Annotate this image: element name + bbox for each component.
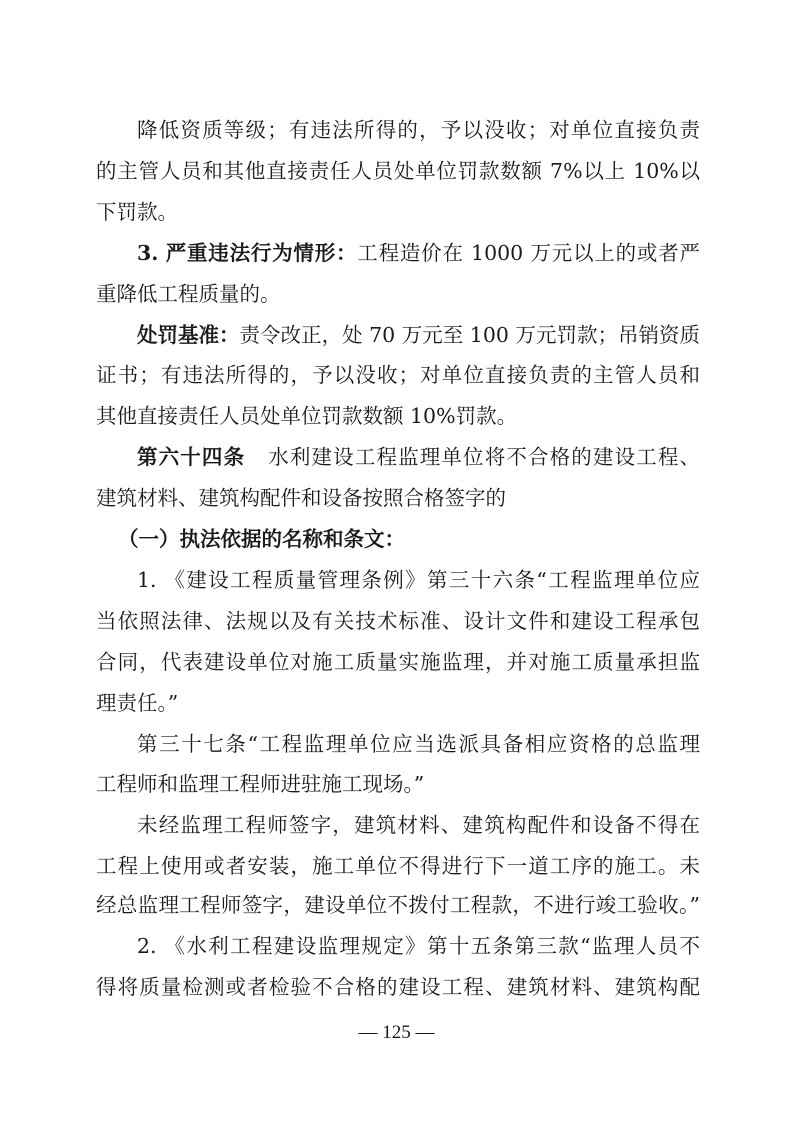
- paragraph-line: 重降低工程质量的。: [96, 281, 281, 306]
- paragraph-line: 得将质量检测或者检验不合格的建设工程、建筑材料、建筑构配: [96, 975, 700, 999]
- section-heading: （一）执法依据的名称和条文：: [118, 527, 405, 551]
- article-title: 第六十四条: [137, 445, 246, 470]
- page-number: — 125 —: [358, 1022, 435, 1043]
- item-heading: 严重违法行为情形：: [165, 240, 358, 265]
- article-text: 水利建设工程监理单位将不合格的建设工程、: [268, 445, 701, 470]
- penalty-heading: 处罚基准：: [137, 322, 240, 347]
- paragraph-line: 2. 《水利工程建设监理规定》第十五条第三款“监理人员不: [137, 934, 700, 958]
- paragraph-line: 证书；有违法所得的，予以没收；对单位直接负责的主管人员和: [96, 363, 700, 388]
- item-3-line: [137, 233, 700, 273]
- paragraph-line: 建筑材料、建筑构配件和设备按照合格签字的: [96, 486, 506, 511]
- penalty-line: [137, 315, 700, 355]
- item-text: 工程造价在 1000 万元以上的或者严: [357, 240, 701, 265]
- paragraph-line: 第三十七条“工程监理单位应当选派具备相应资格的总监理: [137, 731, 700, 756]
- paragraph-line: 当依照法律、法规以及有关技术标准、设计文件和建设工程承包: [96, 608, 700, 633]
- paragraph-line: 工程上使用或者安装，施工单位不得进行下一道工序的施工。未: [96, 854, 700, 879]
- article-line: [137, 437, 700, 477]
- paragraph-line: 理责任。”: [96, 690, 179, 715]
- penalty-text: 责令改正，处 70 万元至 100 万元罚款；吊销资质: [239, 322, 701, 347]
- paragraph-line: 1. 《建设工程质量管理条例》第三十六条“工程监理单位应: [137, 567, 700, 592]
- paragraph-line: 的主管人员和其他直接责任人员处单位罚款数额 7%以上 10%以: [96, 158, 700, 183]
- paragraph-line: 经总监理工程师签字，建设单位不拨付工程款，不进行竣工验收。”: [96, 893, 700, 917]
- paragraph-line: 未经监理工程师签字，建筑材料、建筑构配件和设备不得在: [137, 813, 700, 838]
- paragraph-line: 其他直接责任人员处单位罚款数额 10%罚款。: [96, 404, 518, 429]
- paragraph-line: 合同，代表建设单位对施工质量实施监理，并对施工质量承担监: [96, 649, 700, 674]
- paragraph-line: 工程师和监理工程师进驻施工现场。”: [96, 772, 425, 797]
- paragraph-line: 下罚款。: [96, 199, 178, 224]
- paragraph-line: 降低资质等级；有违法所得的，予以没收；对单位直接负责: [137, 118, 700, 142]
- item-number: 3.: [137, 240, 159, 265]
